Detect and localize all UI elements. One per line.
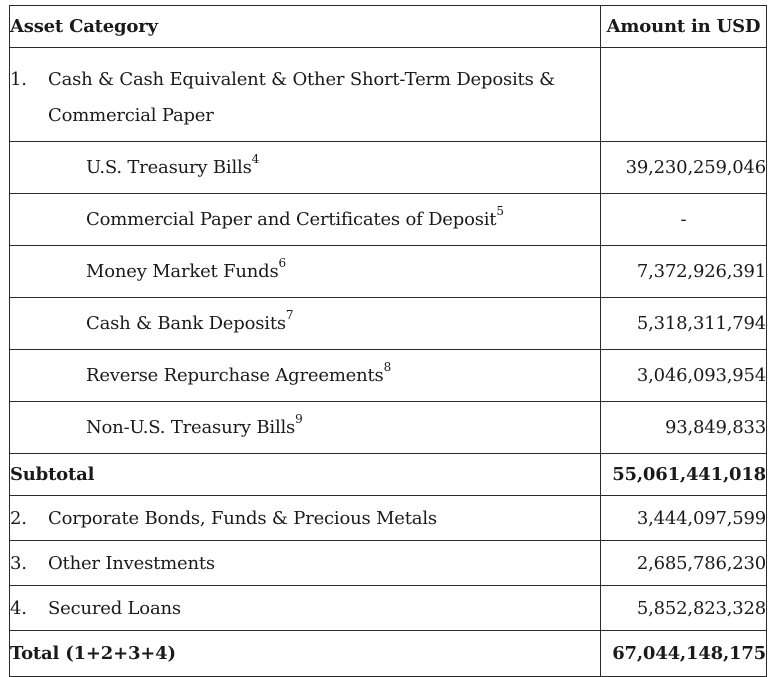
main-item-number: 2. — [10, 507, 27, 529]
main-item-label — [10, 586, 601, 631]
section-1-number: 1. — [10, 69, 27, 90]
sub-item-text: Money Market Funds — [86, 261, 279, 282]
sub-item-text: U.S. Treasury Bills — [86, 157, 252, 178]
section-1-label-line1: Cash & Cash Equivalent & Other Short-Term Deposits & — [48, 69, 555, 90]
section-1-row — [10, 48, 767, 142]
sub-item-amount: 5,318,311,794 — [601, 298, 767, 350]
header-row — [10, 6, 767, 48]
total-row — [10, 631, 767, 677]
header-category: Asset Category — [10, 6, 601, 48]
sub-item-label — [10, 298, 601, 350]
section-1-label-line2: Commercial Paper — [48, 105, 214, 126]
main-item-row — [10, 586, 767, 631]
sub-item-amount: 39,230,259,046 — [601, 142, 767, 194]
footnote-ref: 6 — [278, 256, 286, 270]
sub-item-text: Reverse Repurchase Agreements — [86, 365, 384, 386]
footnote-ref: 4 — [251, 152, 260, 166]
main-item-number: 3. — [10, 552, 27, 574]
sub-item-amount: 3,046,093,954 — [601, 350, 767, 402]
sub-item-text: Commercial Paper and Certificates of Deposit — [86, 209, 497, 230]
main-item-row — [10, 541, 767, 586]
sub-item-label — [10, 246, 601, 298]
section-1-amount — [601, 48, 767, 142]
main-item-text: Secured Loans — [48, 597, 181, 619]
main-item-row — [10, 496, 767, 541]
main-item-number: 4. — [10, 597, 27, 619]
sub-item-label — [10, 194, 601, 246]
sub-item-row — [10, 142, 767, 194]
header-amount: Amount in USD — [601, 6, 767, 48]
main-item-text: Other Investments — [48, 552, 215, 574]
main-item-label — [10, 496, 601, 541]
sub-item-text: Cash & Bank Deposits — [86, 313, 286, 334]
main-item-label — [10, 541, 601, 586]
sub-item-row — [10, 194, 767, 246]
main-item-amount: 2,685,786,230 — [601, 541, 767, 586]
sub-item-row — [10, 246, 767, 298]
main-item-text: Corporate Bonds, Funds & Precious Metals — [48, 507, 437, 529]
sub-item-text: Non-U.S. Treasury Bills — [86, 417, 296, 438]
subtotal-amount: 55,061,441,018 — [601, 454, 767, 496]
footnote-ref: 5 — [496, 204, 504, 218]
total-label: Total (1+2+3+4) — [10, 631, 601, 677]
total-amount: 67,044,148,175 — [601, 631, 767, 677]
sub-item-label — [10, 142, 601, 194]
footnote-ref: 7 — [285, 308, 294, 322]
sub-item-amount: 7,372,926,391 — [601, 246, 767, 298]
section-1-label — [10, 48, 601, 142]
main-item-amount: 3,444,097,599 — [601, 496, 767, 541]
subtotal-label: Subtotal — [10, 454, 601, 496]
footnote-ref: 8 — [383, 360, 392, 374]
asset-table — [9, 5, 767, 677]
footnote-ref: 9 — [295, 412, 303, 426]
sub-item-label — [10, 402, 601, 454]
sub-item-label — [10, 350, 601, 402]
main-item-amount: 5,852,823,328 — [601, 586, 767, 631]
sub-item-amount: 93,849,833 — [601, 402, 767, 454]
subtotal-row — [10, 454, 767, 496]
sub-item-row — [10, 350, 767, 402]
sub-item-amount: - — [601, 194, 767, 246]
sub-item-row — [10, 402, 767, 454]
sub-item-row — [10, 298, 767, 350]
